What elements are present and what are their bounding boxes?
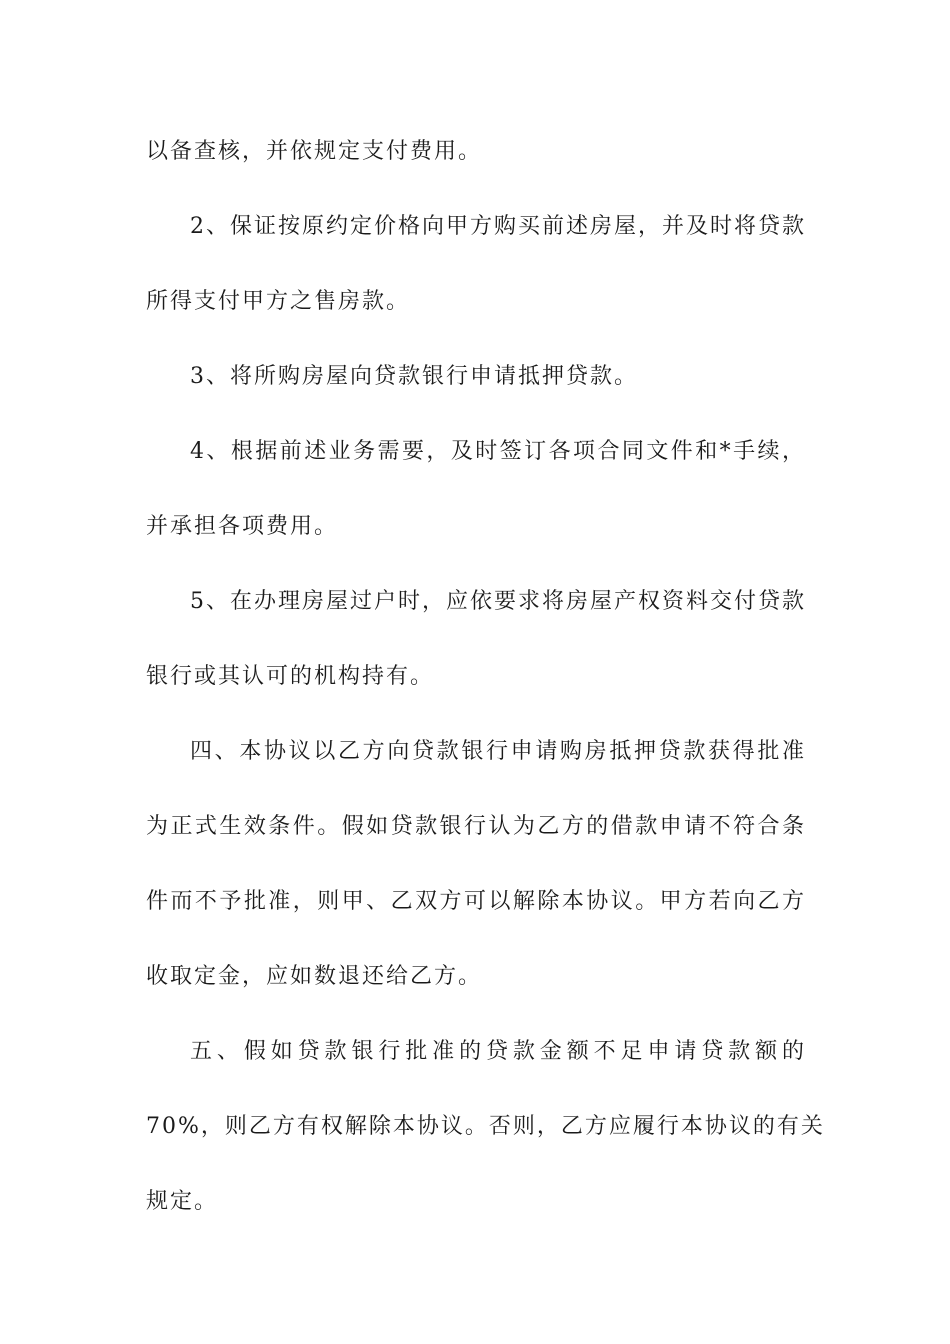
text-line: 5、在办理房屋过户时，应依要求将房屋产权资料交付贷款 <box>190 589 806 614</box>
text-line: 为正式生效条件。假如贷款银行认为乙方的借款申请不符合条 <box>146 814 806 839</box>
text-line: 银行或其认可的机构持有。 <box>146 664 435 689</box>
text-line: 收取定金，应如数退还给乙方。 <box>146 964 483 989</box>
text-line: 并承担各项费用。 <box>146 514 339 539</box>
text-line: 所得支付甲方之售房款。 <box>146 289 411 314</box>
text-line: 五、假如贷款银行批准的贷款金额不足申请贷款额的 <box>190 1039 806 1064</box>
text-line: 件而不予批准，则甲、乙双方可以解除本协议。甲方若向乙方 <box>146 889 806 914</box>
text-line: 2、保证按原约定价格向甲方购买前述房屋，并及时将贷款 <box>190 214 806 239</box>
text-line: 四、本协议以乙方向贷款银行申请购房抵押贷款获得批准 <box>190 739 806 764</box>
text-line: 以备查核，并依规定支付费用。 <box>146 139 483 164</box>
text-line: 4、根据前述业务需要，及时签订各项合同文件和*手续， <box>190 439 806 464</box>
text-line: 3、将所购房屋向贷款银行申请抵押贷款。 <box>190 364 638 389</box>
text-line: 70%，则乙方有权解除本协议。否则，乙方应履行本协议的有关 <box>146 1114 825 1139</box>
text-line: 规定。 <box>146 1189 219 1214</box>
